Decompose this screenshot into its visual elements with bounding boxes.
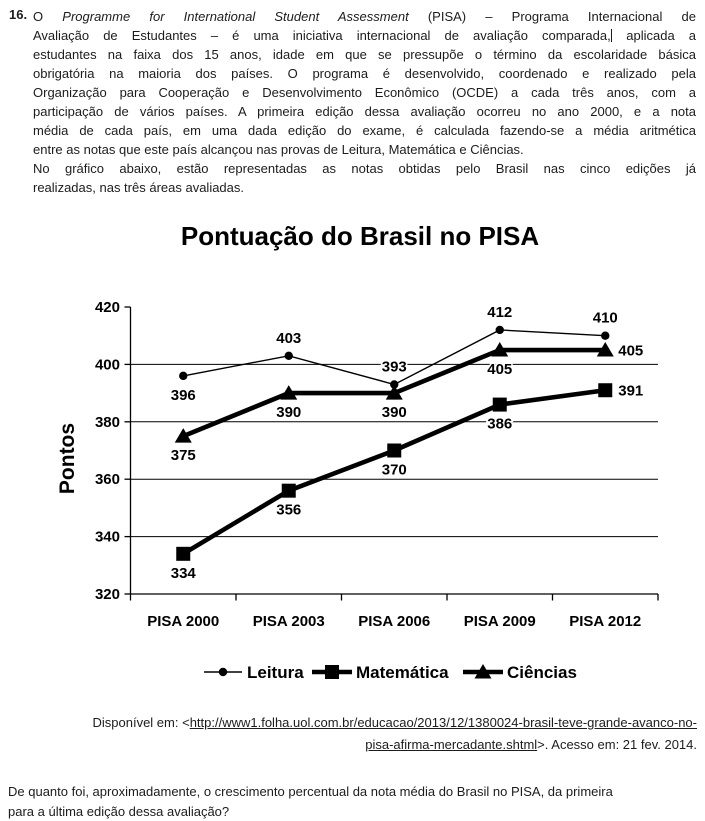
chart-title: Pontuação do Brasil no PISA [180, 221, 540, 251]
paragraph-line: Avaliação de Estudantes – é uma iniciativa internacional de avaliação comparada, aplicada a [33, 28, 696, 43]
data-point-label: 391 [618, 382, 644, 400]
y-axis-tick-labels [95, 299, 120, 603]
paragraph-line: entre as notas que este país alcançou nas provas de Leitura, Matemática e Ciências. [33, 142, 524, 157]
data-point-label: 396 [170, 386, 196, 404]
final-question-line-2: para a última edição dessa avaliação? [8, 803, 230, 819]
y-tick-label: 380 [94, 413, 120, 431]
y-tick-label: 400 [94, 356, 120, 374]
source-line-1 [8, 712, 697, 734]
y-tick-label: 320 [94, 586, 120, 603]
x-category-label: PISA 2000 [147, 613, 220, 630]
data-point-label: 390 [381, 404, 407, 422]
legend-label: Ciências [507, 663, 577, 682]
x-category-label: PISA 2003 [252, 613, 325, 630]
data-point-label: 405 [618, 342, 644, 360]
x-axis-category-labels [147, 613, 641, 630]
data-point-marker [496, 326, 504, 334]
source-url-link-continued[interactable]: pisa-afirma-mercadante.shtml [365, 737, 538, 752]
data-point-label: 356 [276, 501, 302, 519]
x-category-label: PISA 2006 [358, 613, 431, 630]
data-point-label: 386 [487, 415, 513, 433]
data-point-label: 410 [592, 309, 618, 327]
legend-item [463, 663, 577, 682]
data-point-label: 370 [381, 461, 407, 479]
data-point-marker [179, 372, 187, 380]
data-point-marker [285, 352, 293, 360]
data-point-label: 334 [170, 564, 196, 582]
data-point-marker [176, 547, 190, 561]
data-point-marker [493, 398, 507, 412]
source-line-2 [8, 734, 697, 756]
x-category-label: PISA 2009 [463, 613, 536, 630]
data-point-marker [219, 668, 227, 676]
pisa-line-chart [0, 258, 705, 703]
data-point-label: 375 [170, 447, 196, 465]
legend-item [204, 663, 304, 682]
y-tick-label: 360 [94, 471, 120, 489]
data-point-label: 403 [276, 329, 302, 347]
paragraph-line: O Programme for International Student Assessment (PISA) – Programa Internacional de [33, 9, 696, 24]
data-point-marker [598, 383, 612, 397]
source-citation [8, 712, 697, 756]
data-point-label: 412 [487, 303, 513, 321]
paragraph-line: realizadas, nas três áreas avaliadas. [33, 180, 245, 195]
paragraph-line: No gráfico abaixo, estão representadas as notas obtidas pelo Brasil nas cinco edições já [33, 161, 696, 176]
data-point-label: 393 [381, 358, 407, 376]
source-url-link[interactable]: http://www1.folha.uol.com.br/educacao/2013/12/1380024-brasil-teve-grande-avanco-no- [189, 715, 697, 730]
data-point-label: 405 [487, 361, 513, 379]
legend [204, 663, 577, 682]
final-question [8, 782, 705, 821]
question-paragraph [33, 7, 696, 197]
data-point-label: 390 [276, 404, 302, 422]
data-point-marker [325, 665, 339, 679]
paragraph-line: Organização para Cooperação e Desenvolvimento Econômico (OCDE) a cada três anos, com a [33, 85, 696, 100]
legend-item [312, 663, 449, 682]
y-axis-title: Pontos [56, 422, 79, 495]
y-tick-label: 340 [94, 528, 120, 546]
data-point-marker [387, 444, 401, 458]
legend-label: Leitura [247, 663, 304, 682]
paragraph-line: obrigatória na maioria dos países. O programa é desenvolvido, coordenado e realizado pela [33, 66, 696, 81]
source-prefix: Disponível em: < [92, 715, 190, 730]
source-suffix: >. Acesso em: 21 fev. 2014. [537, 737, 697, 752]
paragraph-line: participação de vários países. A primeira edição dessa avaliação ocorreu no ano 2000, e a nota [33, 104, 696, 119]
paragraph-line: estudantes na faixa dos 15 anos, idade em que se pressupõe o término da escolaridade básica [33, 47, 696, 62]
legend-label: Matemática [356, 663, 449, 682]
final-question-line-1: De quanto foi, aproximadamente, o crescimento percentual da nota média do Brasil no PISA, da primeira [8, 784, 613, 799]
data-point-marker [282, 484, 296, 498]
x-category-label: PISA 2012 [569, 613, 642, 630]
paragraph-line: média de cada país, em uma dada edição do exame, é calculada fazendo-se a média aritmética [33, 123, 696, 138]
data-point-marker [601, 332, 609, 340]
question-number: 16. [9, 7, 28, 22]
y-tick-label: 420 [94, 299, 120, 316]
